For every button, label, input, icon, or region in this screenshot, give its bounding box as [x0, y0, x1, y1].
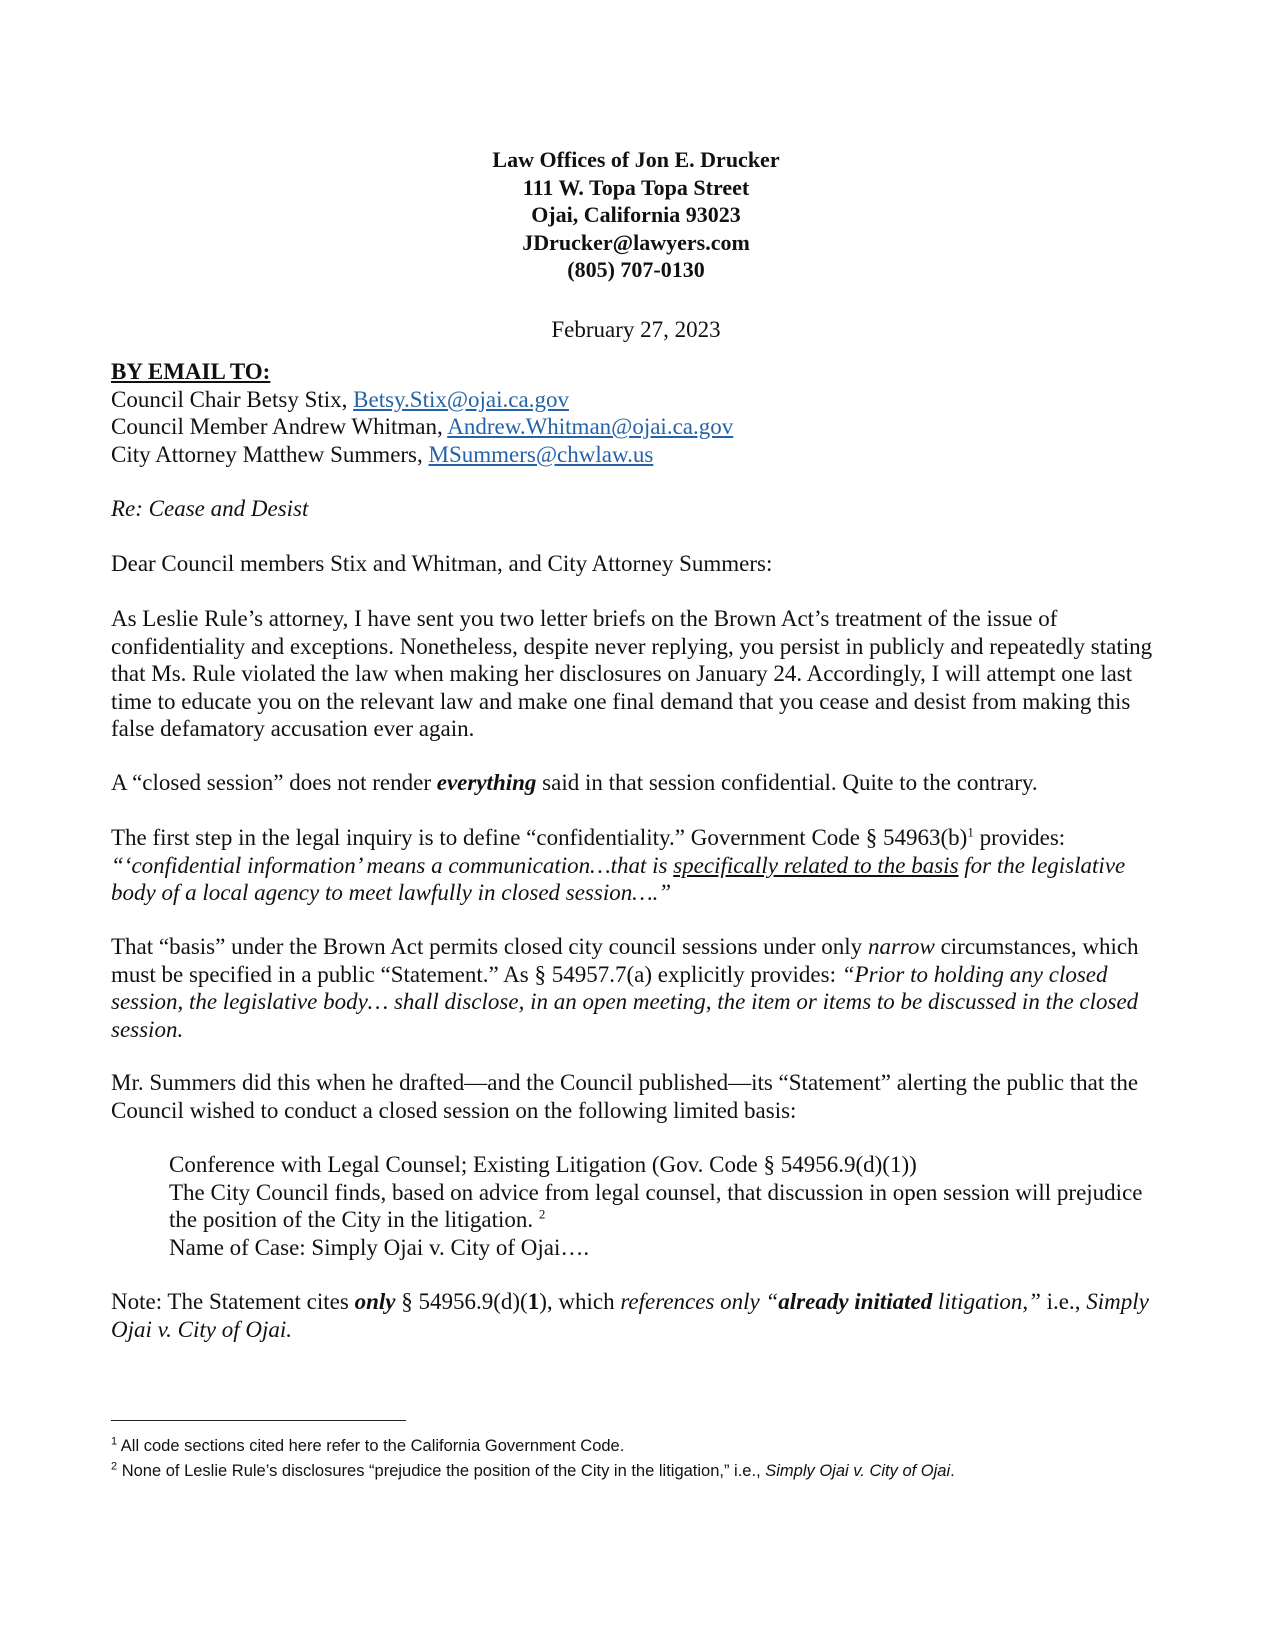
p4-text: That “basis” under the Brown Act permits closed city council sessions under only	[111, 934, 868, 959]
firm-city: Ojai, California 93023	[531, 202, 741, 227]
p2-text: A “closed session” does not render	[111, 770, 437, 795]
quote-line-3: Name of Case: Simply Ojai v. City of Ojai….	[169, 1234, 590, 1260]
p2-text-end: said in that session confidential. Quite to the contrary.	[536, 770, 1038, 795]
paragraph-5: Mr. Summers did this when he drafted—and the Council published—its “Statement” alerting the public that the Council wished to conduct a closed session on the following limited basis:	[111, 1070, 1139, 1123]
firm-name: Law Offices of Jon E. Drucker	[492, 147, 780, 172]
recipient-line	[111, 413, 1161, 441]
p6-section-bold: 1	[527, 1289, 540, 1314]
footnote-ref-2: 2	[538, 1206, 546, 1222]
footnote-text: All code sections cited here refer to the California Government Code.	[117, 1437, 625, 1455]
footnote-1	[111, 1434, 1161, 1459]
p6-only: only	[354, 1289, 396, 1314]
firm-phone: (805) 707-0130	[567, 257, 705, 282]
p4-text-2: circumstances, which must be specified in a public “Statement.” As § 54957.7(a) explicitly provides:	[111, 934, 1139, 987]
footnote-divider	[111, 1420, 406, 1421]
recipient-line	[111, 386, 1161, 414]
footnote-number: 2	[111, 1460, 118, 1473]
recipients-block	[111, 358, 1161, 468]
p6-text: Note: The Statement cites	[111, 1289, 355, 1314]
p2-emphasis: everything	[436, 770, 537, 795]
recipient-line	[111, 441, 1161, 469]
recipient-email-link[interactable]: Andrew.Whitman@ojai.ca.gov	[447, 414, 734, 439]
p4-quote: “Prior to holding any closed session, the legislative body… shall disclose, in an open meeting, the item or items to be discussed in the closed session.	[111, 961, 1139, 1042]
p6-section: § 54956.9(d)(	[395, 1289, 528, 1314]
recipient-email-link[interactable]: MSummers@chwlaw.us	[428, 441, 654, 467]
quote-line-1: Conference with Legal Counsel; Existing Litigation (Gov. Code § 54956.9(d)(1))	[169, 1152, 917, 1177]
footnote-2	[111, 1459, 1161, 1484]
footnote-text: None of Leslie Rule’s disclosures “prejudice the position of the City in the litigation,” i.e.,	[117, 1462, 766, 1480]
statement-quote	[169, 1151, 1149, 1261]
p3-quote-end: for the legislative body of a local agency to meet lawfully in closed session….”	[111, 852, 1126, 905]
p3-text-2: provides:	[973, 825, 1066, 850]
p6-ie: i.e.,	[1040, 1289, 1087, 1314]
p3-quote-underlined: specifically related to the basis	[673, 852, 959, 878]
paragraph-1: As Leslie Rule’s attorney, I have sent you two letter briefs on the Brown Act’s treatment of the issue of confidentiality and exceptions. Nonetheless, despite never replying, you persist in publicly and repeatedly stating that Ms. Rule violated the law when making her disclosures on January 24. Accordingly, I will attempt one last time to educate you on the relevant law and make one final demand that you cease and desist from making this false defamatory accusation ever again.	[111, 606, 1153, 741]
recipients-heading: BY EMAIL TO:	[111, 359, 271, 384]
p6-bold-italic: already initiated	[778, 1289, 933, 1314]
quote-line-2	[169, 1179, 1149, 1234]
p4-emphasis: narrow	[867, 934, 935, 959]
letter-date: February 27, 2023	[551, 317, 721, 342]
recipient-name: Council Member Andrew Whitman,	[111, 414, 448, 439]
quote-line-2-text: The City Council finds, based on advice from legal counsel, that discussion in open session will prejudice the position of the City in the litigation.	[169, 1179, 1143, 1232]
footnote-number: 1	[111, 1435, 118, 1448]
footnote-case-name: Simply Ojai v. City of Ojai	[765, 1462, 951, 1480]
p6-case-name: Simply Ojai v. City of Ojai.	[111, 1289, 1149, 1342]
letterhead	[111, 146, 1161, 284]
recipient-name: City Attorney Matthew Summers,	[111, 441, 429, 467]
footnote-end: .	[950, 1462, 955, 1480]
re-line: Re: Cease and Desist	[111, 496, 309, 521]
p3-quote: “‘confidential information’ means a communication…that is	[111, 852, 674, 878]
salutation: Dear Council members Stix and Whitman, and City Attorney Summers:	[111, 551, 773, 576]
p6-text-2: ), which	[539, 1289, 621, 1314]
paragraph-4	[111, 933, 1161, 1043]
paragraph-3	[111, 824, 1161, 907]
paragraph-2	[111, 769, 1161, 797]
p6-italic-end: litigation,”	[932, 1289, 1041, 1314]
footnotes	[111, 1434, 1161, 1484]
firm-email: JDrucker@lawyers.com	[522, 229, 750, 255]
recipient-email-link[interactable]: Betsy.Stix@ojai.ca.gov	[353, 386, 569, 412]
footnote-ref-1: 1	[967, 824, 974, 840]
p6-italic: references only “	[620, 1289, 779, 1314]
firm-street: 111 W. Topa Topa Street	[522, 174, 750, 200]
paragraph-6	[111, 1288, 1161, 1343]
recipient-name: Council Chair Betsy Stix,	[111, 386, 354, 412]
p3-text: The first step in the legal inquiry is to define “confidentiality.” Government Code § 54963(b)	[111, 825, 968, 850]
